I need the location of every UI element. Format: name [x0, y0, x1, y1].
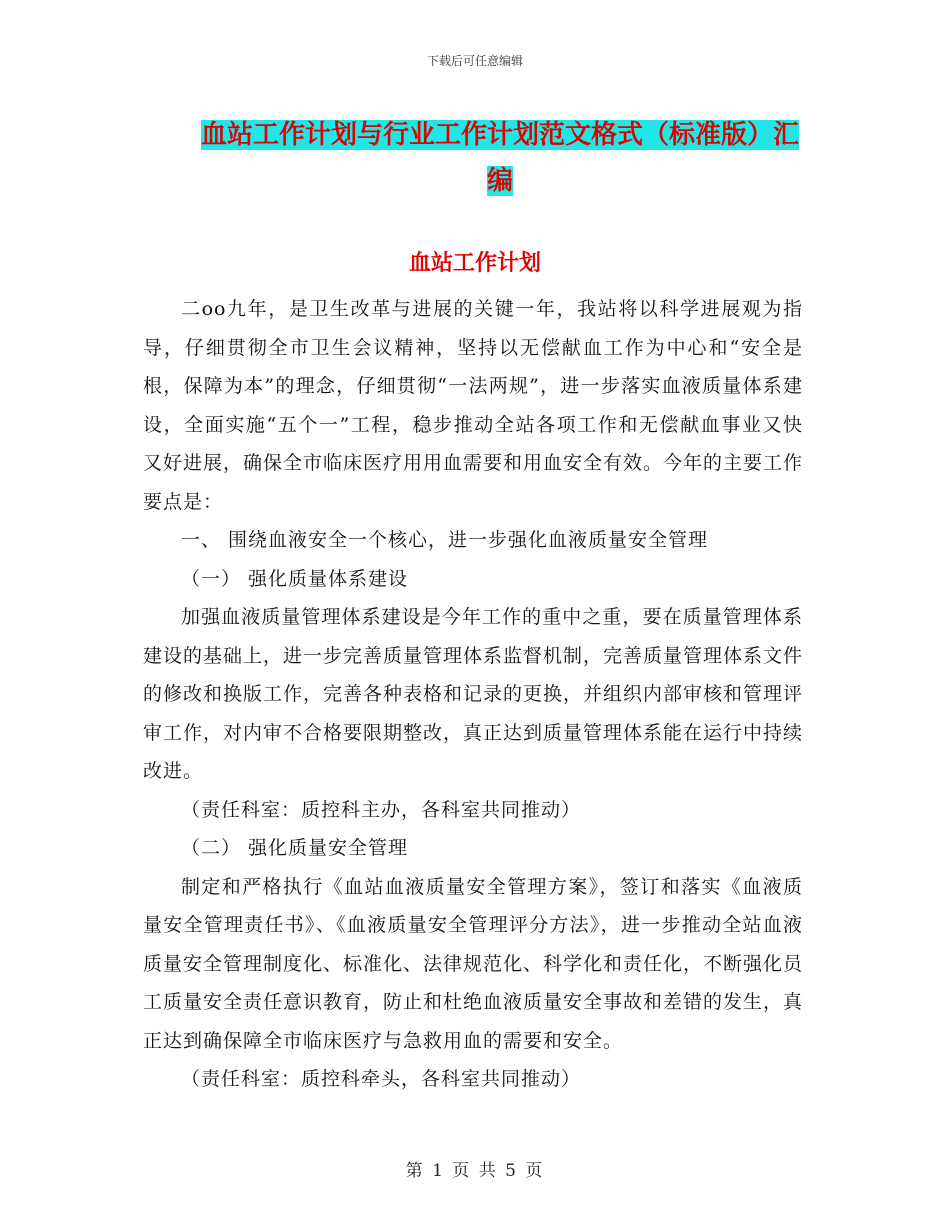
page-header-note: 下载后可任意编辑 [426, 54, 523, 68]
paragraph-intro: 二oo九年，是卫生改革与进展的关键一年，我站将以科学进展观为指导，仔细贯彻全市卫生会议精神，坚持以无偿献血工作为中心和“安全是根，保障为本”的理念，仔细贯彻“一法两规”，进一步落实血液质量体系建设，全面实施“五个一”工程，稳步推动全站各项工作和无偿献血事业又快又好进展，确保全市临床医疗用用血需要和用血安全有效。今年的主要工作要点是： [143, 298, 804, 513]
paragraph-quality-safety: 制定和严格执行《血站血液质量安全管理方案》，签订和落实《血液质量安全管理责任书》、《血液质量安全管理评分方法》，进一步推动全站血液质量安全管理制度化、标准化、法律规范化、科学化和责任化，不断强化员工质量安全责任意识教育，防止和杜绝血液质量安全事故和差错的发生，真正达到确保障全市临床医疗与急救用血的需要和安全。 [143, 875, 804, 1052]
section-title: 血站工作计划 [408, 251, 541, 276]
document-title-line1: 血站工作计划与行业工作计划范文格式（标准版）汇 [200, 120, 799, 150]
document-title-line2: 编 [486, 166, 513, 196]
document-title [190, 112, 810, 204]
responsibility-note: （责任科室：质控科牵头，各科室共同推动） [181, 1068, 582, 1090]
heading-level2: （二） 强化质量安全管理 [181, 837, 409, 859]
paragraph-quality-system: 加强血液质量管理体系建设是今年工作的重中之重，要在质量管理体系建设的基础上，进一步完善质量管理体系监督机制，完善质量管理体系文件的修改和换版工作，完善各种表格和记录的更换，并组织内部审核和管理评审工作，对内审不合格要限期整改，真正达到质量管理体系能在运行中持续改进。 [143, 606, 804, 782]
responsibility-note: （责任科室：质控科主办，各科室共同推动） [181, 798, 582, 821]
page-footer: 第 1 页 共 5 页 [405, 1161, 545, 1181]
heading-level1: 一、 围绕血液安全一个核心，进一步强化血液质量安全管理 [181, 529, 709, 551]
heading-level2: （一） 强化质量体系建设 [181, 567, 409, 590]
document-body [143, 290, 803, 1099]
